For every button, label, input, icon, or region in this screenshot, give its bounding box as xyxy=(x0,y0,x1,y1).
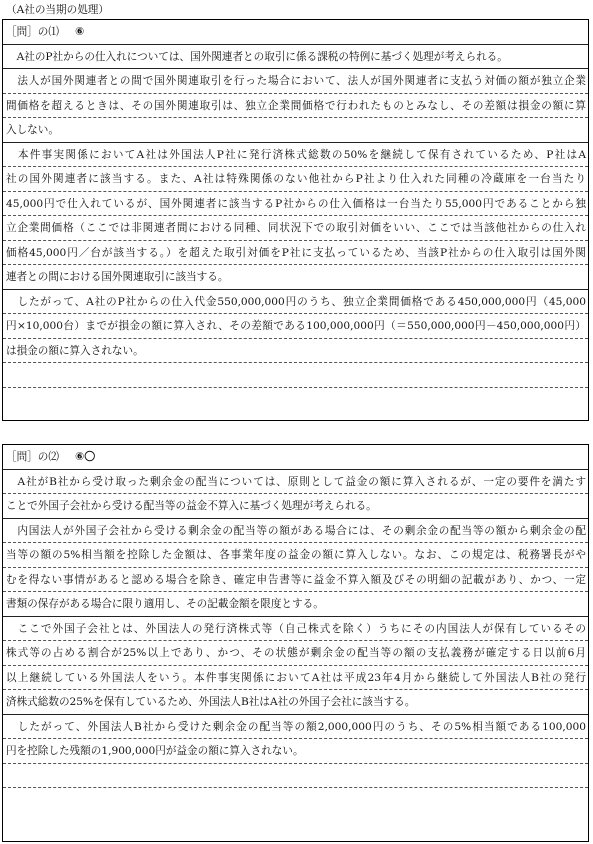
answer-line: 株式等の占める割合が25%以上であり、かつ、その状態が剰余金の配当等の額の支払義務が確定する日以前6月 xyxy=(3,641,588,666)
answer-line: 書類の保存がある場合に限り適用し、その記載金額を限度とする。 xyxy=(3,592,588,617)
answer-lines xyxy=(3,45,588,413)
answer-line: 社の国外関連者に該当する。また、A社は特殊関係のない他社からP社より仕入れた同種の冷蔵庫を一台当たり xyxy=(3,167,588,192)
answer-line xyxy=(3,363,588,388)
answer-line: 価格45,000円／台が該当する。）を超えた取引対価をP社に支払っているため、当該P社からの仕入取引は国外関 xyxy=(3,241,588,266)
answer-box-q2 xyxy=(2,444,589,842)
answer-line: は損金の額に算入されない。 xyxy=(3,339,588,364)
answer-line: 45,000円で仕入れているが、国外関連者に該当するP社からの仕入価格は一台当たり55,000円であることから独 xyxy=(3,192,588,217)
answer-box-q1 xyxy=(2,19,589,421)
question-label-row xyxy=(3,445,588,470)
answer-lines xyxy=(3,470,588,813)
answer-line: 連者との間における国外関連取引に該当する。 xyxy=(3,265,588,290)
answer-line: 円を控除した残額の1,900,000円が益金の額に算入されない。 xyxy=(3,739,588,764)
answer-line: 本件事実関係においてA社は外国法人P社に発行済株式総数の50%を継続して保有されているため、P社はA xyxy=(3,143,588,168)
answer-line: 円×10,000台）までが損金の額に算入され、その差額である100,000,000円（＝550,000,000円－450,000,000円） xyxy=(3,314,588,339)
answer-line: 内国法人が外国子会社から受ける剰余金の配当等の額がある場合には、その剰余金の配当等の額から剰余金の配 xyxy=(3,519,588,544)
answer-line: A社がB社から受け取った剰余金の配当については、原則として益金の額に算入されるが、一定の要件を満たす xyxy=(3,470,588,495)
answer-line: 済株式総数の25%を保有しているため、外国法人B社はA社の外国子会社に該当する。 xyxy=(3,690,588,715)
answer-line: 以上継続している外国法人をいう。本件事実関係においてA社は平成23年4月から継続して外国法人B社の発行 xyxy=(3,666,588,691)
question-label: ［問］の⑵ xyxy=(6,451,59,463)
answer-line: したがって、A社のP社からの仕入代金550,000,000円のうち、独立企業間価格である450,000,000円（45,000 xyxy=(3,290,588,315)
answer-line: 間価格を超えるときは、その国外関連取引は、独立企業間価格で行われたものとみなし、その差額は損金の額に算 xyxy=(3,94,588,119)
answer-line xyxy=(3,764,588,789)
answer-line: A社のP社からの仕入れについては、国外関連者との取引に係る課税の特例に基づく処理が考えられる。 xyxy=(3,45,588,70)
answer-line: むを得ない事情があると認める場合を除き、確定申告書等に益金不算入額及びその明細の記載があり、かつ、一定 xyxy=(3,568,588,593)
score-mark: ⑥ xyxy=(74,25,85,38)
question-label-row xyxy=(3,20,588,45)
answer-line: したがって、外国法人B社から受けた剰余金の配当等の額2,000,000円のうち、その5%相当額である100,000 xyxy=(3,715,588,740)
answer-line: 入しない。 xyxy=(3,118,588,143)
answer-line xyxy=(3,788,588,813)
section-heading: （A社の当期の処理） xyxy=(6,4,109,16)
answer-line: ここで外国子会社とは、外国法人の発行済株式等（自己株式を除く）うちにその内国法人が保有しているその xyxy=(3,617,588,642)
score-mark: ⑥〇 xyxy=(74,450,96,463)
question-label: ［問］の⑴ xyxy=(6,26,59,38)
answer-line: 当等の額の5%相当額を控除した金額は、各事業年度の益金の額に算入しない。なお、この規定は、税務署長がや xyxy=(3,543,588,568)
answer-line: ことで外国子会社から受ける配当等の益金不算入に基づく処理が考えられる。 xyxy=(3,494,588,519)
answer-line xyxy=(3,388,588,413)
answer-line: 立企業間価格（ここでは非関連者間における同種、同状況下での取引対価をいい、ここでは当該他社からの仕入れ xyxy=(3,216,588,241)
answer-line: 法人が国外関連者との間で国外関連取引を行った場合において、法人が国外関連者に支払う対価の額が独立企業 xyxy=(3,69,588,94)
